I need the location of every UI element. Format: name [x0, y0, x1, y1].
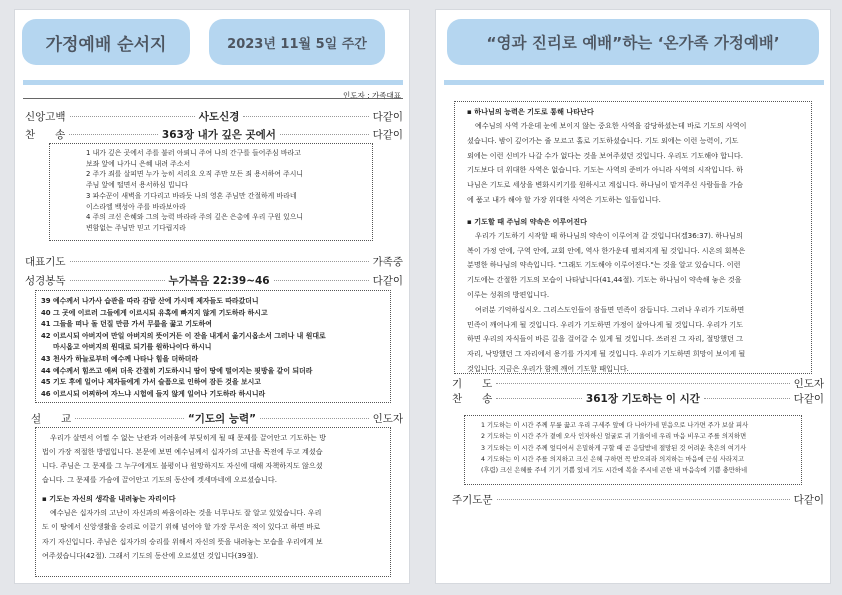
creed-row	[25, 109, 403, 124]
divider-bar	[444, 80, 824, 85]
body-line: 셨습니다. 밤이 깊어가는 줄 모르고 홀로 기도하셨습니다. 기도 외에는 이런 능력이, 기도	[467, 135, 739, 145]
verse-line: 46 이르시되 어찌하여 자느냐 시험에 들지 않게 일어나 기도하라 하시니라	[41, 389, 266, 398]
prayer-label: 대표기도	[25, 256, 66, 268]
body-line: 복이 가정 안에, 구역 안에, 교회 안에, 역사 한가운데 펼쳐지게 될 것입니다. 시온의 회복은	[467, 245, 746, 255]
prayer-who: 가족중	[372, 256, 403, 268]
hymn-who: 다같이	[793, 393, 824, 405]
lyric-line: 3 기도하는 이 시간 주께 엎디어서 은밀하게 구할 때 곧 응답받네 절망된 것 어려운 축은의 여기사	[481, 444, 747, 452]
theme-banner: “영과 진리로 예배”하는 ‘온가족 가정예배’	[447, 19, 819, 65]
reading-row	[25, 273, 403, 288]
lyric-line: 변함없는 주님만 믿고 기다립지라	[86, 223, 186, 232]
hymn-who: 다같이	[372, 129, 403, 141]
verse-line: 39 예수께서 나가사 습관을 따라 감람 산에 가시매 제자들도 따라갔더니	[41, 297, 259, 305]
sermon-line: 자기 자신입니다. 주님은 십자가의 승리를 위해서 자신의 뜻을 내려놓는 모습을 우리에게 보	[42, 536, 323, 546]
lyric-line: 이스라엘 백성아 주를 바라보아라	[86, 202, 186, 211]
sermon-line: 우리가 살면서 어쩔 수 없는 난관과 어려움에 부딪히게 될 때 문제를 끌어안고 기도하는 방	[50, 433, 327, 442]
creed-label: 신앙고백	[25, 111, 66, 123]
leader-label: 인도자 : 가족대표	[342, 91, 401, 100]
hymn-title: 361장 기도하는 이 시간	[585, 393, 700, 405]
verse-line: 41 그들을 떠나 돌 던질 만큼 가서 무릎을 꿇고 기도하여	[41, 320, 212, 329]
body-line: 나님은 기도로 세상을 변화시키기를 원하시고 계십니다. 하나님이 맡겨주신 사람들을 가슴	[467, 180, 744, 190]
verse-line: 42 이르시되 아버지여 만일 아버지의 뜻이거든 이 잔을 내게서 옮기시옵소서 그러나 내 원대로	[41, 331, 326, 340]
sermon-line: 여주셨습니다(42절). 그래서 기도의 동산에 오르셨던 것입니다(39절).	[42, 550, 259, 560]
divider-bar	[23, 80, 403, 85]
right-page	[435, 9, 831, 584]
body-line: 기도보다 더 위대한 사역은 없습니다. 기도는 사역의 준비가 아니라 사역의 시작입니다. 하	[467, 165, 744, 175]
prayer-label: 기 도	[452, 378, 493, 390]
hymn-lyrics-box	[49, 143, 373, 241]
hymn-lyrics-box	[464, 415, 802, 485]
body-line: 것입니다. 지금은 우리가 함께 깨어 기도할 때입니다.	[467, 363, 629, 373]
reading-title: 누가복음 22:39~46	[168, 275, 270, 287]
sermon-line: 도 이 땅에서 신앙생활을 승리로 이끌기 위해 넘어야 할 가장 무서운 적이 있다고 하면 바로	[42, 522, 321, 532]
hymn-label: 찬 송	[25, 129, 66, 141]
lyric-line: 4 기도하는 이 시간 주를 의지하고 크신 은혜 구하면 꼭 받으리라 의지하는 마음에 근심 사라지고	[481, 455, 745, 463]
lyric-line: 주님 앞에 떨면서 용서하심 빕니다	[86, 181, 188, 190]
body-line: 외에는 이런 신비가 나갈 수가 없다는 것을 보여주셨던 것입니다. 우리도 기도해야 합니다.	[467, 150, 744, 160]
lyric-line: 1 내가 깊은 곳에서 주를 불러 아뢰니 주여 나의 간구를 들어주심 바라고	[86, 149, 301, 157]
reading-who: 다같이	[372, 275, 404, 287]
creed-title: 사도신경	[198, 111, 240, 123]
sermon-who: 인도자	[372, 413, 403, 425]
body-line: 분명한 하나님의 약속입니다. "그래도 기도해야 이루어진다."는 것을 알고 있습니다. 이런	[467, 260, 741, 270]
verse-line: 43 천사가 하늘로부터 예수께 나타나 힘을 더하더라	[41, 354, 199, 363]
hymn-label: 찬 송	[452, 393, 493, 405]
lyric-line: (후렴) 크신 은혜를 주네 기기 기쁨 있네 기도 시간에 복을 주시네 곤한 내 마음속에 기쁨 충만하네	[481, 467, 748, 475]
reading-label: 성경봉독	[25, 275, 66, 287]
verse-line: 마시옵고 아버지의 원대로 되기를 원하나이다 하시니	[41, 343, 212, 352]
lords-prayer-label: 주기도문	[452, 494, 493, 506]
body-line: 기도에는 간절한 기도의 모습이 나타납니다(41,44절). 기도는 하나님이 약속해 놓은 것을	[467, 275, 742, 285]
lords-prayer-who: 다같이	[793, 494, 824, 506]
hymn-title: 363장 내가 깊은 곳에서	[161, 129, 276, 141]
lords-prayer-row	[452, 492, 824, 507]
lyric-line: 2 주가 죄를 살피면 누가 능히 서리요 오직 주만 모든 죄 용서하여 주시니	[86, 170, 304, 179]
header-rule	[23, 98, 403, 99]
section-heading: ▪ 하나님의 능력은 기도로 통해 나타난다	[467, 107, 594, 116]
lyric-line: 4 주의 크신 은혜와 그의 능력 바라라 주의 깊은 은총에 우리 구원 있으니	[86, 213, 304, 222]
sermon-title: “기도의 능력”	[187, 413, 257, 425]
sermon-line: 예수님은 십자가의 고난이 자신과의 싸움이라는 것을 너무나도 잘 알고 있었습니다. 우리	[50, 508, 322, 518]
left-page	[14, 9, 410, 584]
sermon-box	[35, 427, 391, 577]
body-line: 여러분 기억하십시오. 그리스도인들이 잠들면 민족이 잠듭니다. 그러나 우리가 기도하면	[475, 304, 745, 314]
hymn-row	[452, 391, 824, 406]
lyric-line: 3 파수꾼이 새벽을 기다리고 바라듯 나의 영혼 주님만 간절하게 바라네	[86, 191, 297, 200]
body-line: 자리, 낙망했던 그 자리에서 용기를 가지게 될 것입니다. 우리가 기도하면 희망이 보이게 될	[467, 349, 746, 359]
body-line: 하면 우리의 자식들이 바른 길을 걸어갈 수 있게 될 것입니다. 쓰러진 그 자리, 절망했던 그	[467, 334, 743, 344]
sermon-label: 설 교	[31, 413, 72, 425]
verse-line: 45 기도 후에 일어나 제자들에게 가서 슬픔으로 인하여 잠든 것을 보시고	[41, 378, 261, 387]
verse-line: 44 예수께서 힘쓰고 애써 더욱 간절히 기도하시니 땀이 땅에 떨어지는 핏방울 같이 되더라	[41, 366, 313, 375]
sermon-row	[31, 411, 403, 426]
date-banner: 2023년 11월 5일 주간	[209, 19, 385, 65]
body-line: 에 품고 내가 해야 할 가장 위대한 사역은 기도하는 일들입니다.	[467, 194, 661, 204]
sermon-subheading: ▪ 기도는 자신의 생각을 내려놓는 자리이다	[42, 494, 176, 504]
prayer-row	[25, 254, 403, 269]
lyric-line: 2 기도하는 이 시간 주가 곁에 오사 인자하신 얼굴로 귀 기울이네 우리 마음 비우고 주를 의지하면	[481, 433, 747, 441]
body-line: 우리가 기도하기 시작할 때 하나님의 약속이 이루어져 갈 것입니다(겔36:37). 하나님의	[475, 230, 743, 240]
sermon-line: 법이 가장 적절한 방법입니다. 본문에 보면 예수님께서 십자가의 고난을 목전에 두고 계셨습	[42, 447, 323, 457]
verse-line: 40 그 곳에 이르러 그들에게 이르시되 유혹에 빠지지 않게 기도하라 하시고	[41, 308, 268, 317]
section-heading: ▪ 기도할 때 주님의 약속은 이루어진다	[467, 216, 587, 226]
creed-who: 다같이	[372, 111, 403, 123]
hymn-row	[25, 127, 403, 142]
prayer-who: 인도자	[793, 378, 824, 390]
body-line: 예수님의 사역 가운데 눈에 보이지 않는 중요한 사역을 감당하셨는데 바로 기도의 사역이	[475, 121, 747, 130]
sermon-line: 습니다. 그 문제를 가슴에 끌어안고 기도의 동산에 겟세마네에 오르셨습니다.	[42, 475, 277, 485]
prayer-row	[452, 376, 824, 391]
sermon-line: 니다. 주님은 그 문제를 그 누구에게도 불평이나 원망하지도 자신에 대해 자책하지도 않으셨	[42, 461, 323, 471]
lyric-line: 1 기도하는 이 시간 주께 무릎 꿇고 우리 구세주 앞에 다 나아가네 믿음으로 나가면 주가 보살 피사	[481, 422, 749, 429]
scripture-box	[35, 290, 391, 403]
lyric-line: 보좌 앞에 나가니 은혜 내려 주소서	[86, 159, 191, 168]
sermon-continued-box	[454, 101, 812, 374]
title-banner: 가정예배 순서지	[22, 19, 190, 65]
body-line: 이루는 성취의 방편입니다.	[467, 289, 550, 299]
body-line: 민족이 깨어나게 될 것입니다. 우리가 기도하면 가정이 살아나게 될 것입니다. 우리가 기도	[467, 319, 744, 329]
